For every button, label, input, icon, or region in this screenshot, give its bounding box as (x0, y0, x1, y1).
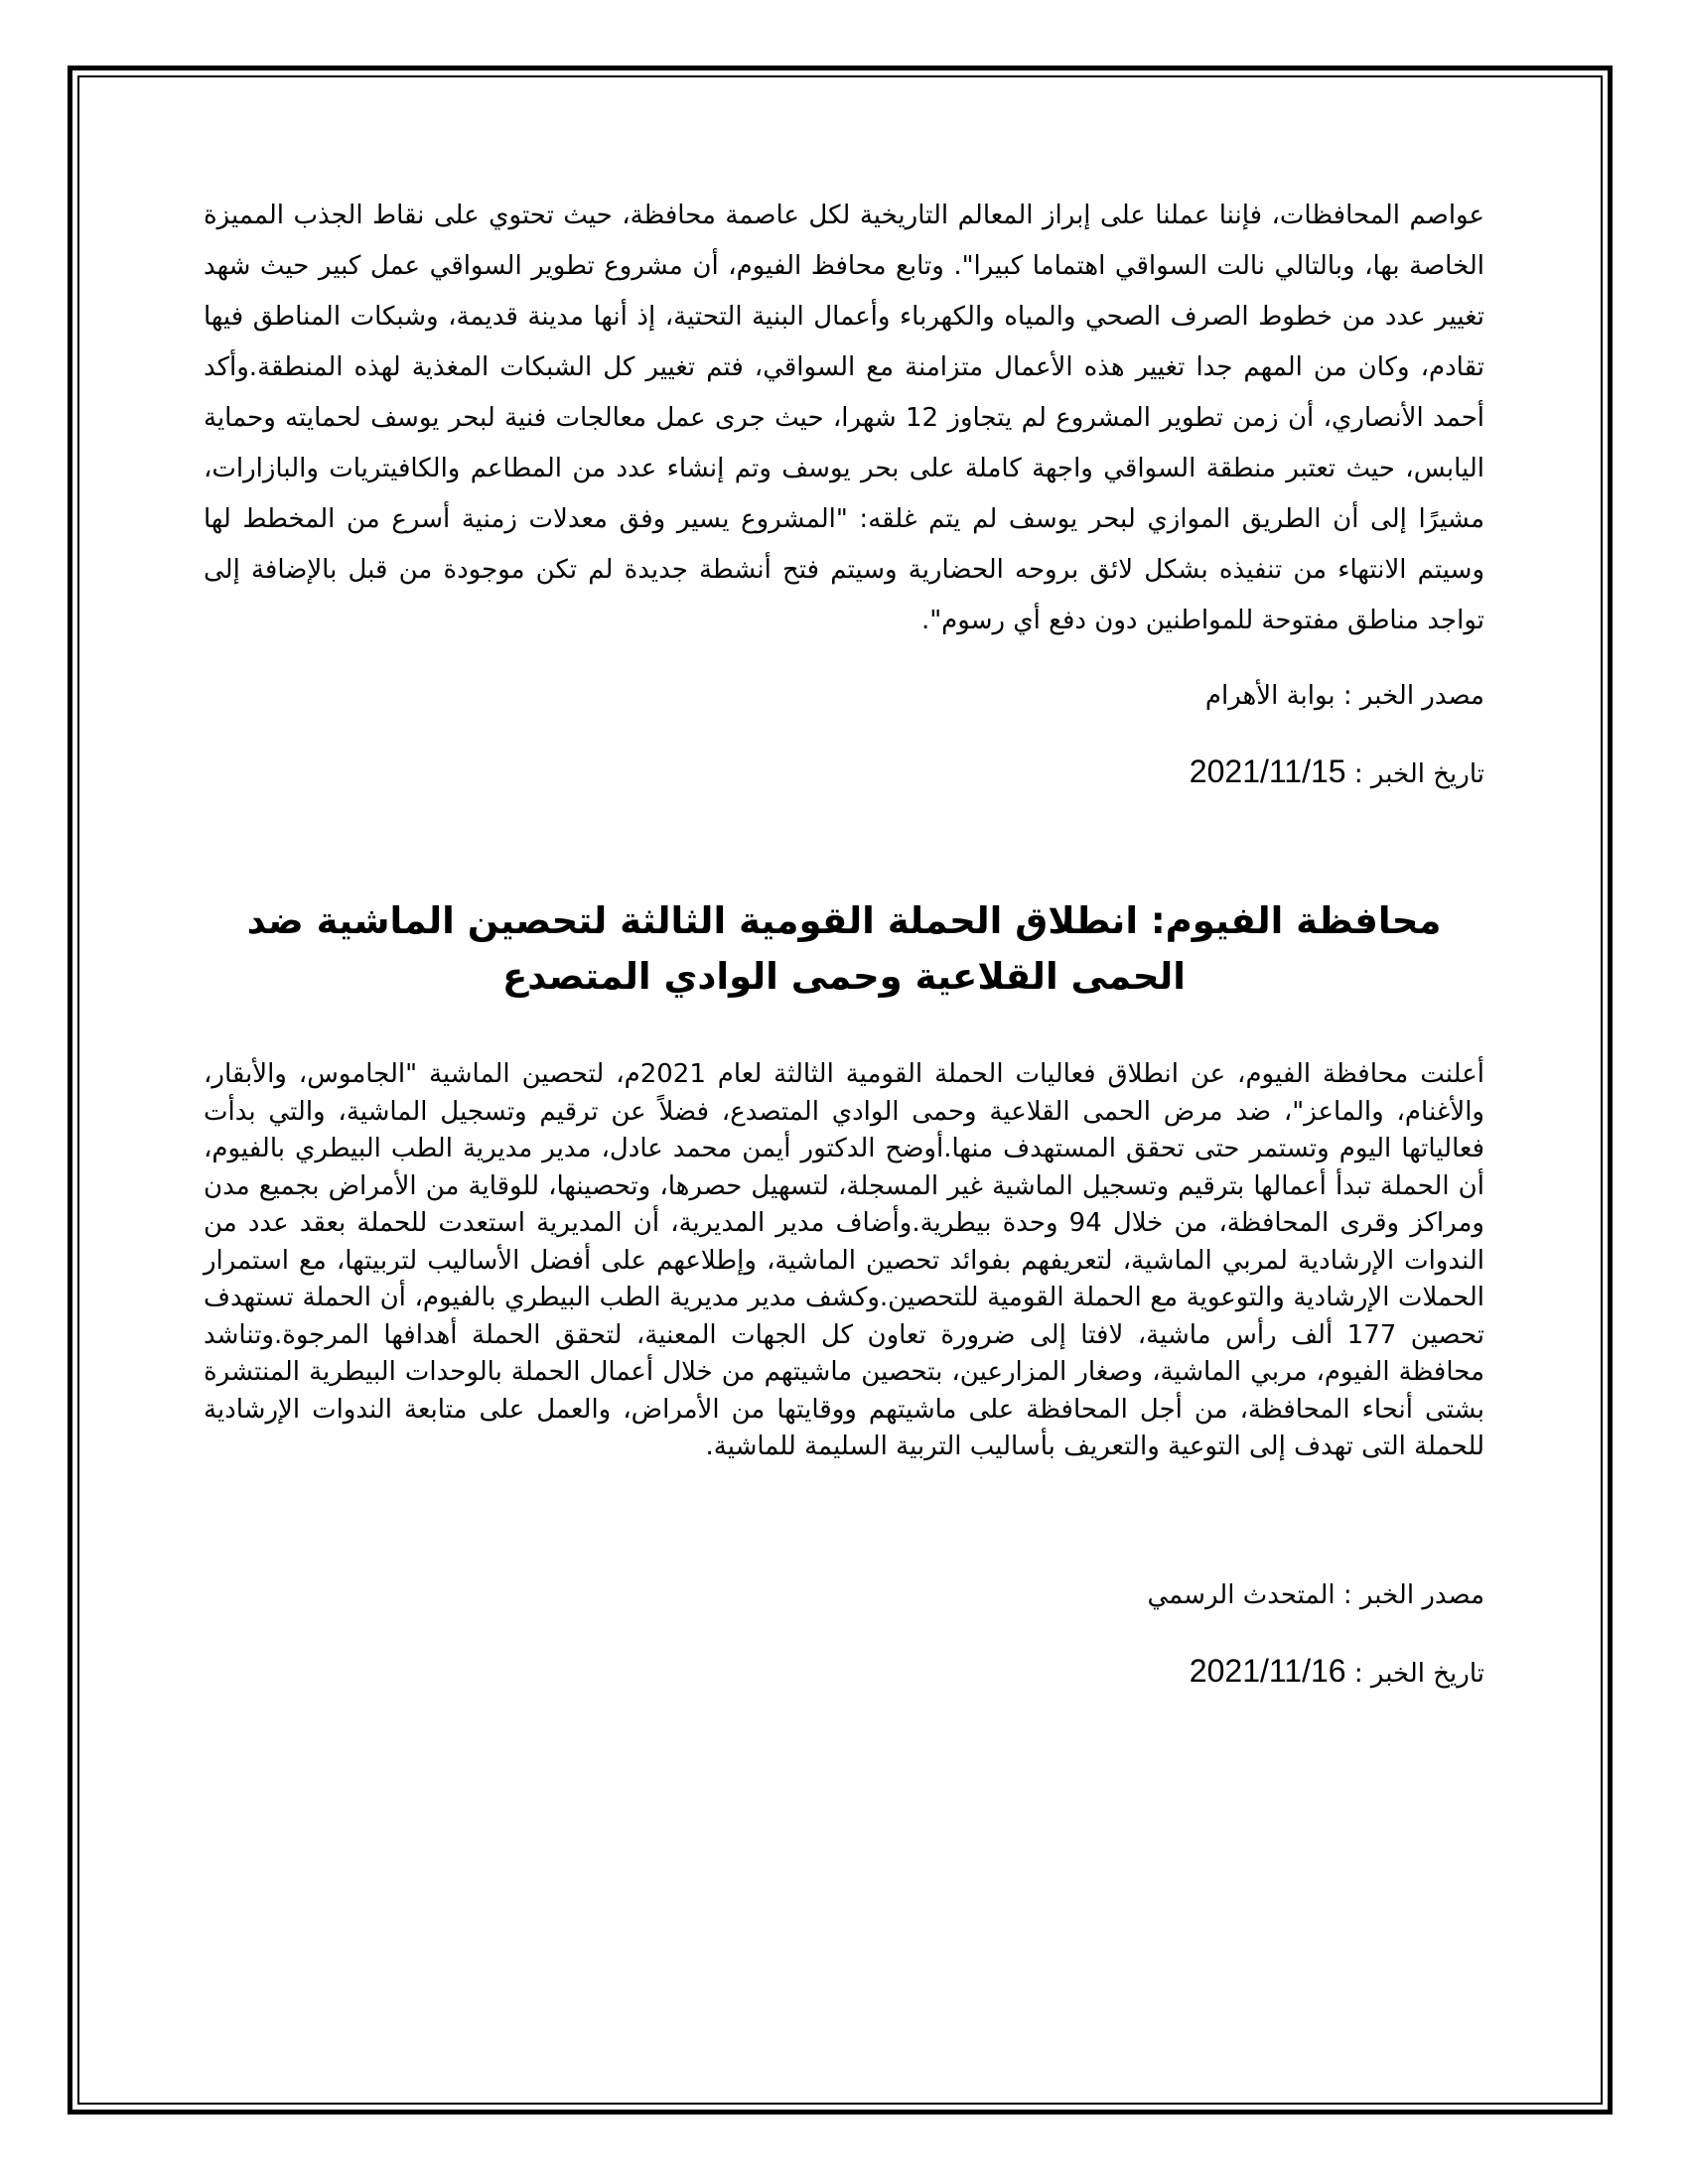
document-content (204, 191, 1484, 1694)
article1-date (204, 751, 1484, 794)
article2-date-label: تاريخ الخبر : (1345, 1658, 1484, 1689)
article2-date (204, 1651, 1484, 1694)
article2-body: أعلنت محافظة الفيوم، عن انطلاق فعاليات الحملة القومية الثالثة لعام 2021م، لتحصين الماشية "الجاموس، والأبقار، والأغنام، والماعز"، ضد مرض الحمى القلاعية وحمى الوادي المتصدع، فضلاً عن ترقيم وتسجيل الماشية، والتي بدأت فعالياتها اليوم وتستمر حتى تحقق المستهدف منها.أوضح الدكتور أيمن محمد عادل، مدير مديرية الطب البيطري بالفيوم، أن الحملة تبدأ أعمالها بترقيم وتسجيل الماشية غير المسجلة، لتسهيل حصرها، وتحصينها، للوقاية من الأمراض بجميع مدن ومراكز وقرى المحافظة، من خلال 94 وحدة بيطرية.وأضاف مدير المديرية، أن المديرية استعدت للحملة بعقد عدد من الندوات الإرشادية لمربي الماشية، لتعريفهم بفوائد تحصين الماشية، وإطلاعهم على أفضل الأساليب لتربيتها، مع استمرار الحملات الإرشادية والتوعوية مع الحملة القومية للتحصين.وكشف مدير مديرية الطب البيطري بالفيوم، أن الحملة تستهدف تحصين 177 ألف رأس ماشية، لافتا إلى ضرورة تعاون كل الجهات المعنية، لتحقق الحملة أهدافها المرجوة.وتناشد محافظة الفيوم، مربي الماشية، وصغار المزارعين، بتحصين ماشيتهم من خلال أعمال الحملة بالوحدات البيطرية المنتشرة بشتى أنحاء المحافظة، من أجل المحافظة على ماشيتهم ووقايتها من الأمراض، والعمل على متابعة الندوات الإرشادية للحملة التى تهدف إلى التوعية والتعريف بأساليب التربية السليمة للماشية. (204, 1059, 1484, 1461)
article1-body: عواصم المحافظات، فإننا عملنا على إبراز المعالم التاريخية لكل عاصمة محافظة، حيث تحتوي على نقاط الجذب المميزة الخاصة بها، وبالتالي نالت السواقي اهتماما كبيرا". وتابع محافظ الفيوم، أن مشروع تطوير السواقي عمل كبير حيث شهد تغيير عدد من خطوط الصرف الصحي والمياه والكهرباء وأعمال البنية التحتية، إذ أنها مدينة قديمة، وشبكات المناطق فيها تقادم، وكان من المهم جدا تغيير هذه الأعمال متزامنة مع السواقي، فتم تغيير كل الشبكات المغذية لهذه المنطقة.وأكد أحمد الأنصاري، أن زمن تطوير المشروع لم يتجاوز 12 شهرا، حيث جرى عمل معالجات فنية لبحر يوسف لحمايته وحماية اليابس، حيث تعتبر منطقة السواقي واجهة كاملة على بحر يوسف وتم إنشاء عدد من المطاعم والكافيتريات والبازارات، مشيرًا إلى أن الطريق الموازي لبحر يوسف لم يتم غلقه: "المشروع يسير وفق معدلات زمنية أسرع من المخطط لها وسيتم الانتهاء من تنفيذه بشكل لائق بروحه الحضارية وسيتم فتح أنشطة جديدة لم تكن موجودة من قبل بالإضافة إلى تواجد مناطق مفتوحة للمواطنين دون دفع أي رسوم". (204, 201, 1484, 635)
article2-date-value: 2021/11/16 (1189, 1652, 1346, 1689)
article2-source: مصدر الخبر : المتحدث الرسمي (1147, 1579, 1484, 1610)
article2-headline: محافظة الفيوم: انطلاق الحملة القومية الثالثة لتحصين الماشية ضد الحمى القلاعية وحمى الوادي المتصدع (246, 899, 1442, 998)
article1-source: مصدر الخبر : بوابة الأهرام (1204, 681, 1484, 711)
article1-date-label: تاريخ الخبر : (1345, 759, 1484, 789)
article1-date-value: 2021/11/15 (1189, 753, 1346, 789)
